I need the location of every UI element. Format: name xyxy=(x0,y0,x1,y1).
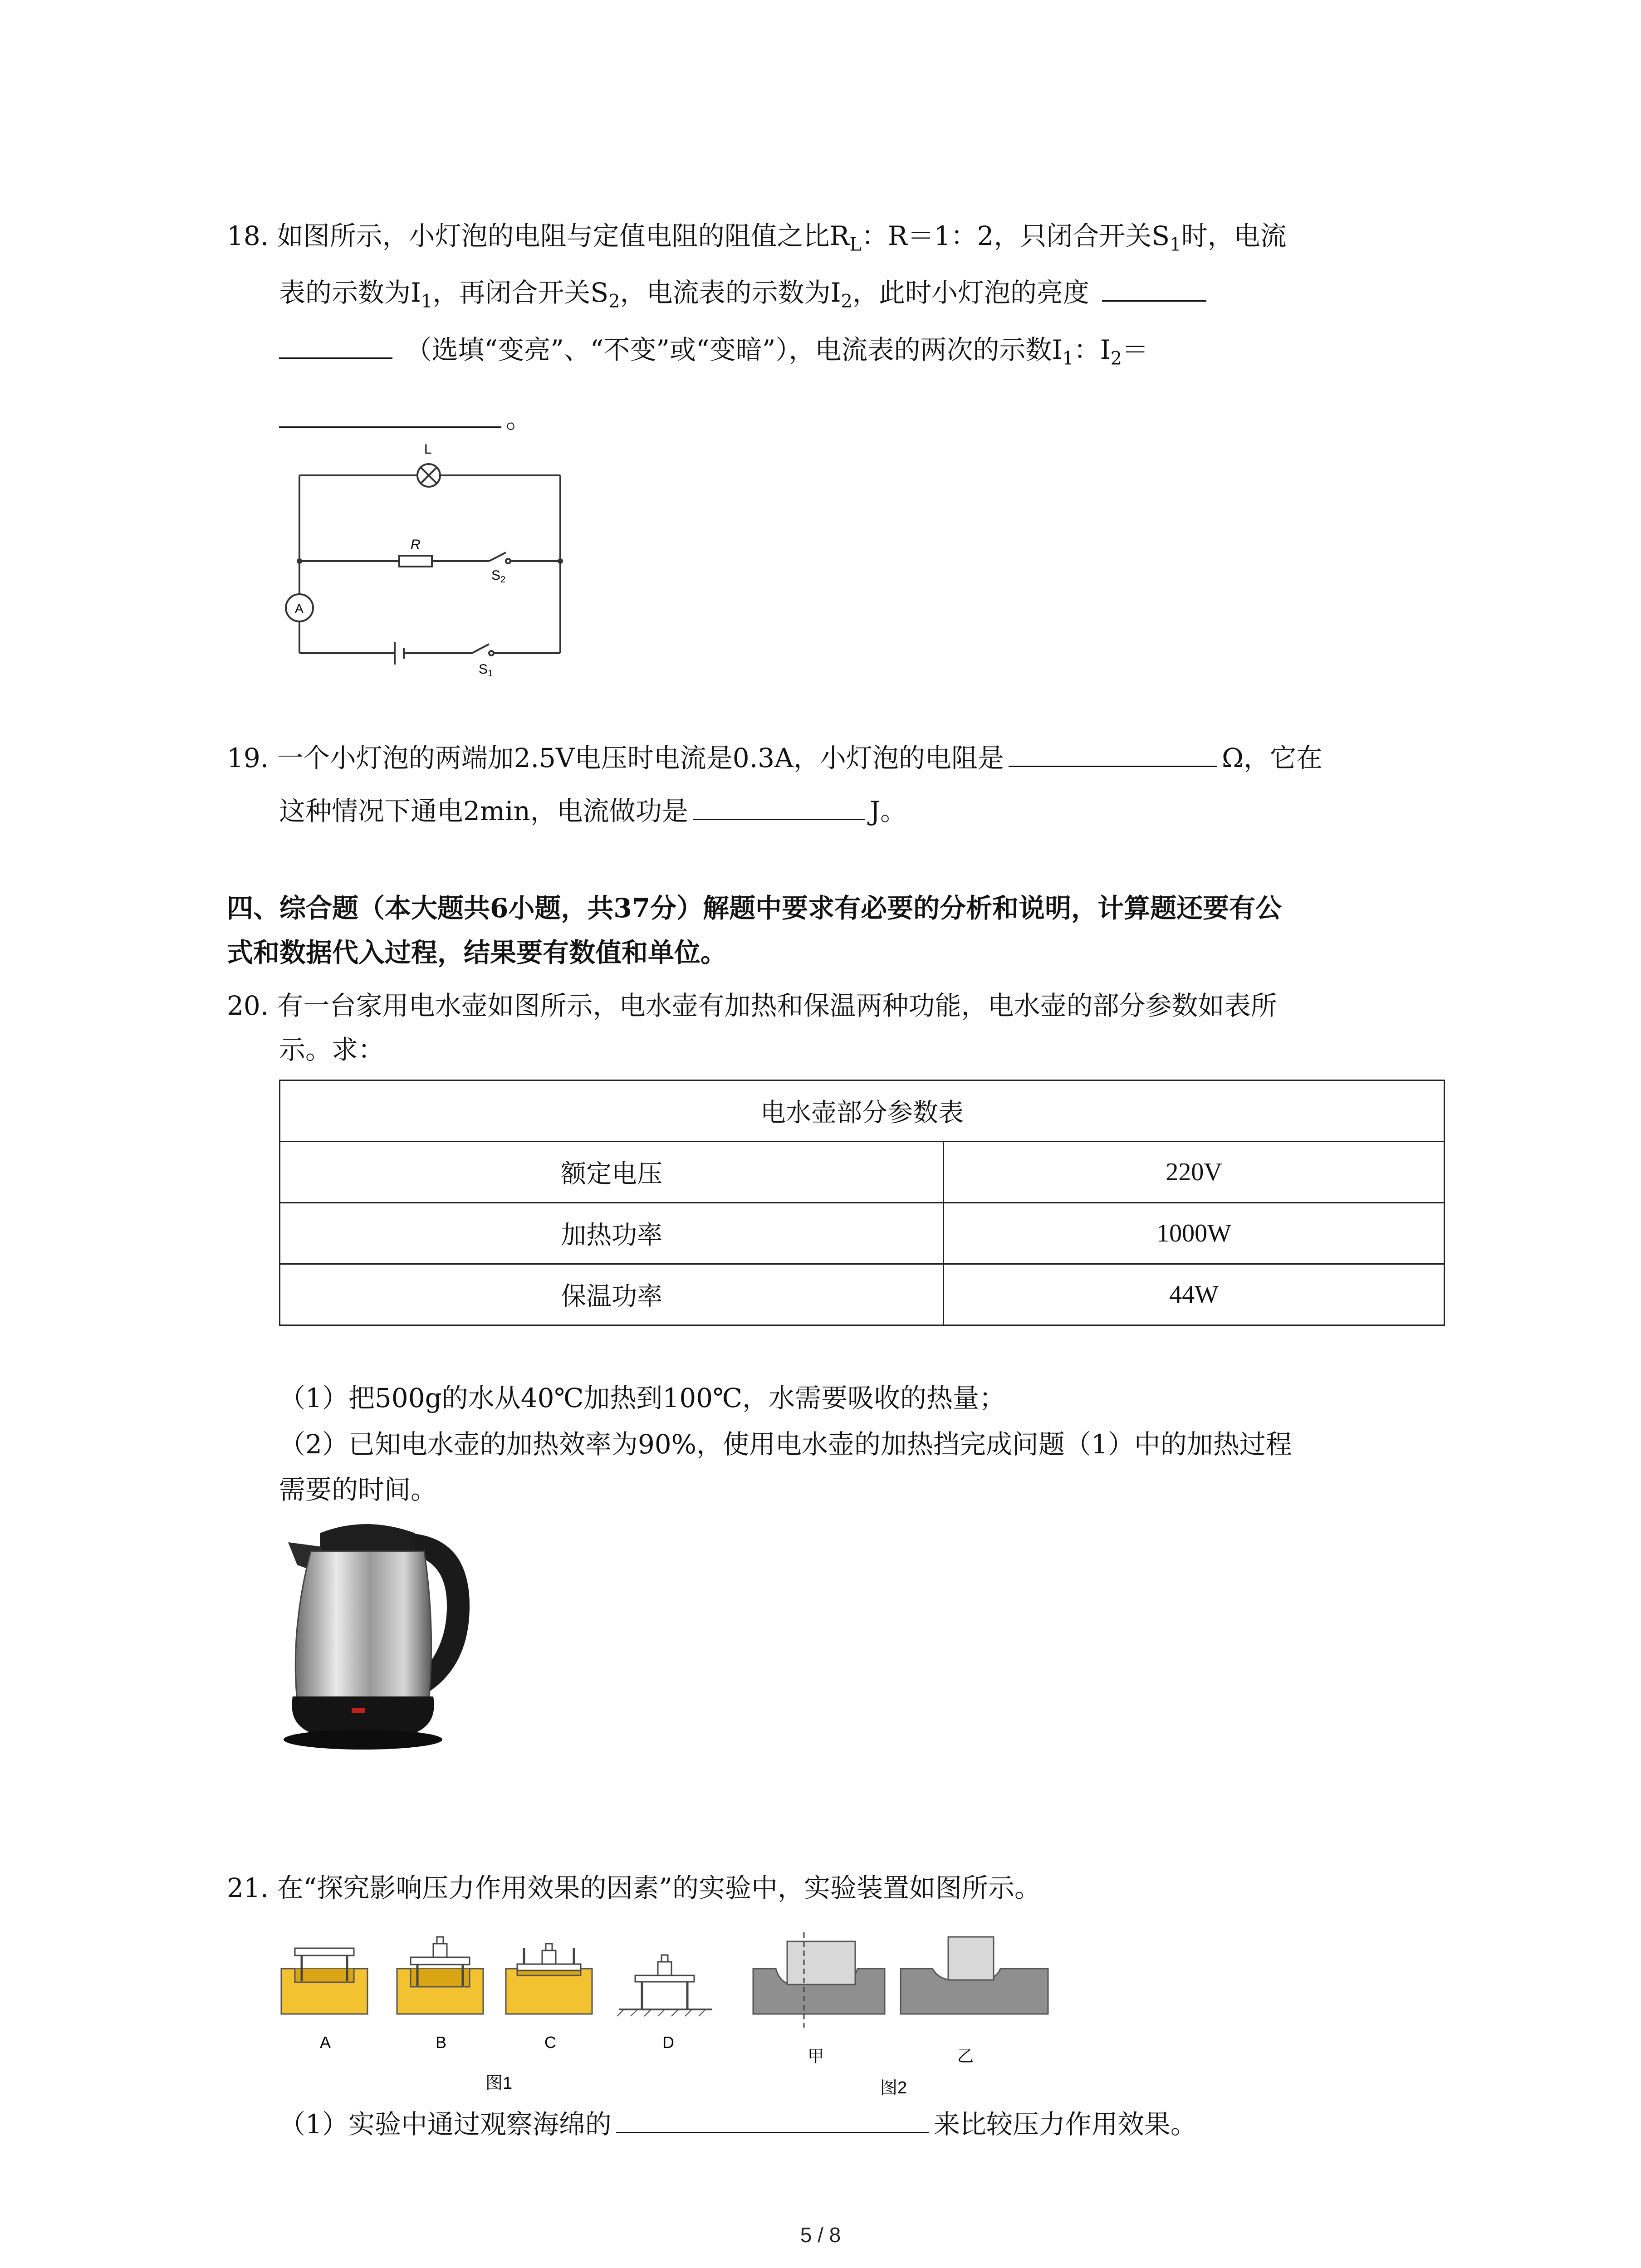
fig1-c-sponge-inverted-table xyxy=(506,1944,592,2014)
q19-resistance-blank[interactable] xyxy=(1009,738,1217,767)
q21-sub1: （1）实验中通过观察海绵的 来比较压力作用效果。 xyxy=(279,2105,1197,2143)
q20-sub2-line1: （2）已知电水壶的加热效率为90%，使用电水壶的加热挡完成问题（1）中的加热过程 xyxy=(279,1429,1292,1460)
q18-brightness-blank-b[interactable] xyxy=(279,330,392,359)
svg-text:D: D xyxy=(662,2033,674,2052)
svg-text:C: C xyxy=(544,2033,556,2052)
q18-ratio-blank[interactable] xyxy=(279,399,501,428)
fig1-b-sponge-table-weight xyxy=(397,1937,483,2014)
ammeter-symbol xyxy=(286,594,313,621)
table-row: 保温功率 44W xyxy=(280,1264,1445,1325)
fig1-a-sponge-table xyxy=(281,1948,367,2014)
q20-sub2-line2: 需要的时间。 xyxy=(279,1474,437,1505)
svg-text:A: A xyxy=(295,601,304,616)
section4-header-line2: 式和数据代入过程，结果要有数值和单位。 xyxy=(227,937,727,968)
q18-circuit-diagram xyxy=(272,435,590,689)
switch-s2-label: $S_2$ xyxy=(491,568,506,585)
fig2-jia xyxy=(753,1932,885,2028)
q18-line3: （选填“变亮”、“不变”或“变暗”），电流表的两次的示数$I_1$：$I_2=$ xyxy=(279,330,1148,378)
switch-s1-label: $S_1$ xyxy=(479,662,493,679)
fig2-caption: 图2 xyxy=(880,2078,907,2097)
q18-line4: 。 xyxy=(279,399,532,438)
battery-symbol xyxy=(395,642,404,665)
kettle-image xyxy=(279,1515,488,1751)
kettle-parameter-table xyxy=(279,1080,1445,1326)
q19-line2: 这种情况下通电2min，电流做功是 J。 xyxy=(279,792,906,830)
q21-figures xyxy=(277,1932,1062,2105)
page-number: 5 / 8 xyxy=(800,2223,841,2247)
table-title: 电水壶部分参数表 xyxy=(280,1080,1445,1142)
lamp-symbol xyxy=(417,464,440,487)
q20-line1: 20. 有一台家用电水壶如图所示，电水壶有加热和保温两种功能，电水壶的部分参数如表所 xyxy=(227,990,1277,1021)
resistor-label: R xyxy=(411,537,421,552)
q19-work-blank[interactable] xyxy=(693,792,865,820)
q20-line2: 示。求： xyxy=(279,1034,385,1065)
switch-s2-symbol xyxy=(489,552,510,563)
fig2-yi xyxy=(901,1937,1048,2014)
fig1-caption: 图1 xyxy=(485,2074,513,2093)
switch-s1-symbol xyxy=(472,644,494,655)
q20-sub1: （1）把500g的水从40℃加热到100℃，水需要吸收的热量； xyxy=(279,1383,1006,1413)
svg-text:甲: 甲 xyxy=(808,2047,824,2065)
fig1-d-board-table xyxy=(617,1955,712,2016)
lamp-label: L xyxy=(424,442,432,457)
q18-line1: 18. 如图所示，小灯泡的电阻与定值电阻的阻值之比$R_L$：R＝1：2，只闭合开关$S_1$时，电流 xyxy=(227,220,1287,255)
q19-line1: 19. 一个小灯泡的两端加2.5V电压时电流是0.3A，小灯泡的电阻是 Ω，它在 xyxy=(227,738,1323,777)
svg-text:A: A xyxy=(320,2033,331,2052)
q18-line2: 表的示数为$I_1$，再闭合开关$S_2$，电流表的示数为$I_2$，此时小灯泡的亮度 xyxy=(279,273,1211,321)
resistor-symbol xyxy=(399,556,432,567)
q21-observation-blank[interactable] xyxy=(616,2105,929,2133)
section4-header-line1: 四、综合题（本大题共6小题，共37分）解题中要求有必要的分析和说明，计算题还要有公 xyxy=(227,893,1282,924)
svg-text:B: B xyxy=(436,2033,447,2052)
q18-brightness-blank-a[interactable] xyxy=(1102,273,1206,302)
svg-text:乙: 乙 xyxy=(957,2047,974,2065)
q21-line1: 21. 在“探究影响压力作用效果的因素”的实验中，实验装置如图所示。 xyxy=(227,1872,1041,1903)
table-row: 加热功率 1000W xyxy=(280,1203,1445,1264)
table-row: 额定电压 220V xyxy=(280,1142,1445,1203)
